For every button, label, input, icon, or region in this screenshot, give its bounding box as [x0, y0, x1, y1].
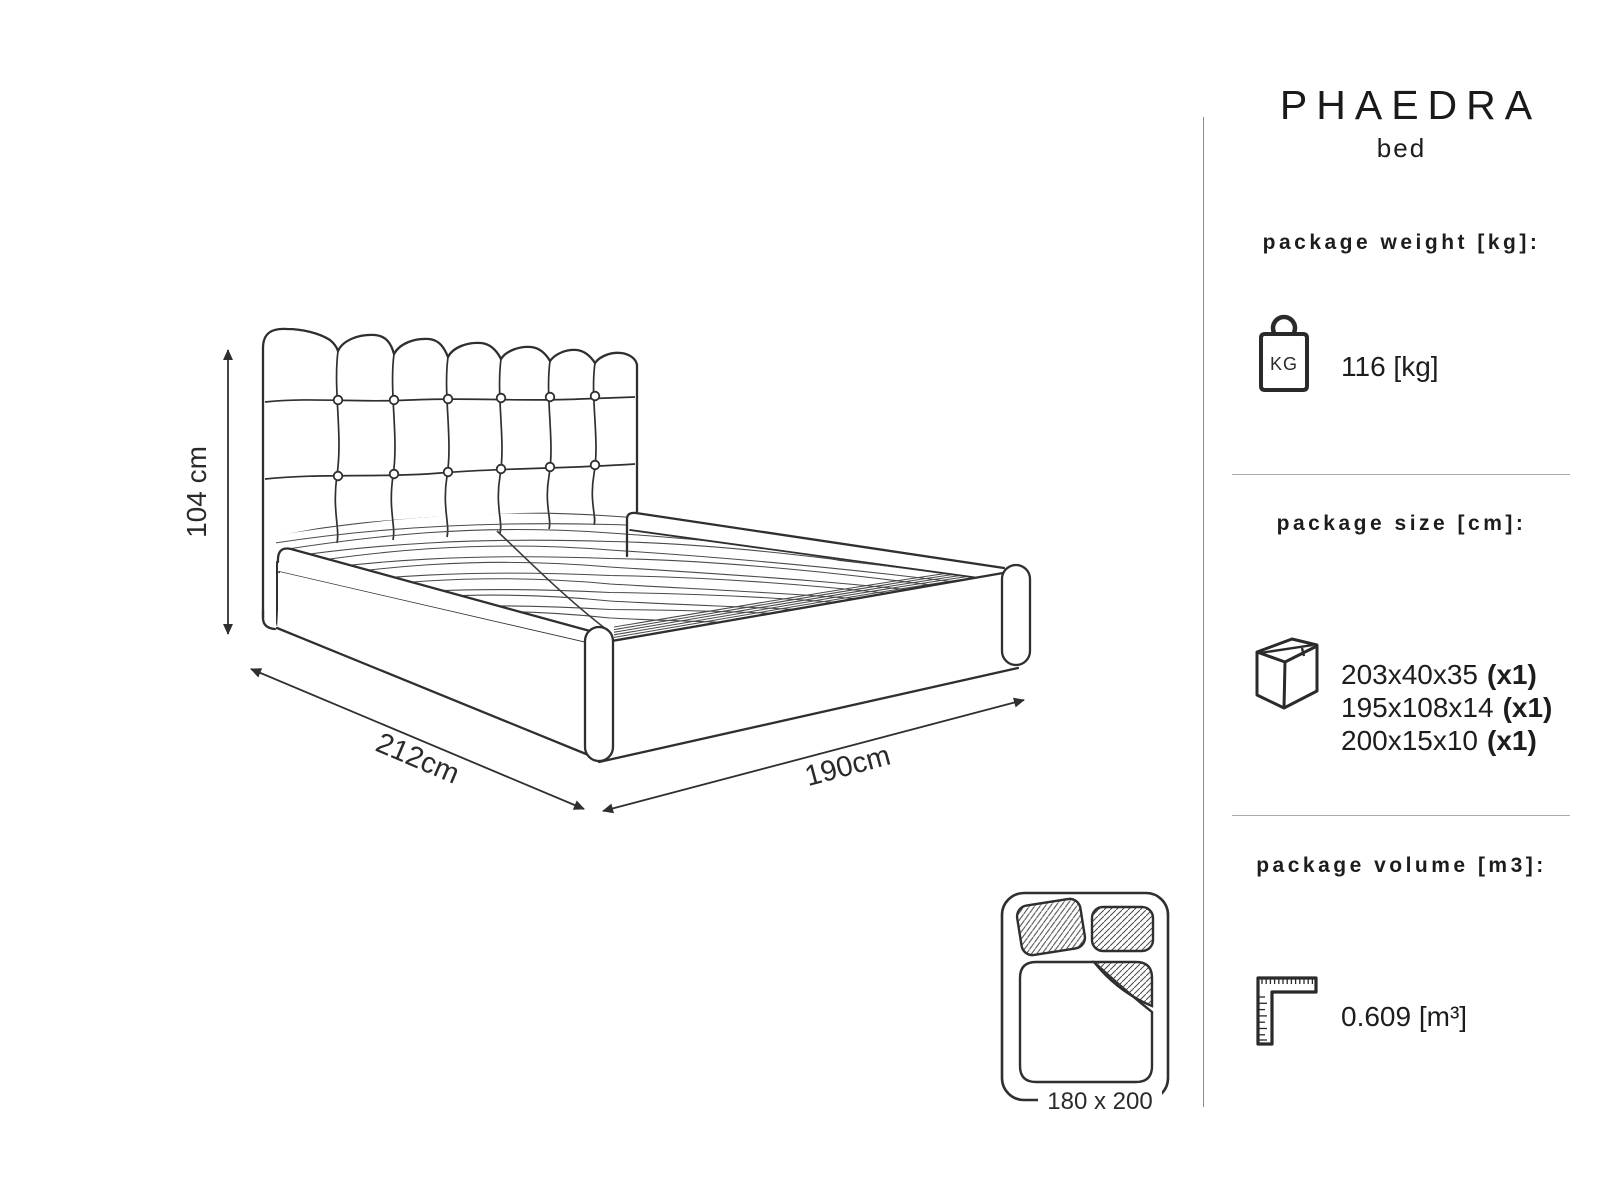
size-dims: 195x108x14: [1341, 692, 1494, 723]
product-type: bed: [1376, 133, 1427, 163]
size-dims: 200x15x10: [1341, 725, 1479, 756]
bed-perspective-drawing: [180, 270, 1070, 850]
section-divider-2: [1232, 815, 1570, 816]
kg-badge-label: KG: [1269, 354, 1299, 374]
length-dimension-label: 212cm: [371, 726, 464, 791]
vertical-divider: [1203, 117, 1204, 1107]
weight-value: 116 [kg]: [1341, 351, 1439, 382]
size-count: (x1): [1487, 725, 1537, 756]
section-divider-1: [1232, 474, 1570, 475]
size-count: (x1): [1487, 659, 1537, 690]
product-title: PHAEDRA: [1279, 82, 1542, 128]
package-size-item: [1341, 658, 1552, 691]
volume-section-header: package volume [m3]:: [1256, 854, 1547, 877]
kg-weight-icon: [1253, 312, 1315, 396]
box-icon: [1240, 625, 1334, 719]
size-count: (x1): [1502, 692, 1553, 723]
size-section-header: package size [cm]:: [1276, 512, 1527, 535]
corner-post-right: [1002, 565, 1030, 665]
weight-section-header: package weight [kg]:: [1262, 231, 1541, 254]
height-dimension-label: 104 cm: [181, 446, 212, 538]
pillow-left-icon: [1015, 897, 1086, 956]
bed-top-view-icon: [990, 880, 1190, 1130]
package-size-item: [1341, 724, 1552, 757]
width-dimension-label: 190cm: [801, 739, 894, 794]
size-dims: 203x40x35: [1341, 659, 1479, 690]
volume-value: 0.609 [m³]: [1341, 1001, 1468, 1032]
mattress-size-label: 180 x 200: [1047, 1088, 1153, 1115]
package-size-item: [1341, 691, 1552, 724]
ruler-icon: [1255, 975, 1319, 1047]
corner-post-front: [585, 627, 613, 761]
pillow-right-icon: [1092, 907, 1153, 951]
package-size-list: [1341, 658, 1552, 757]
base-foot-face: [599, 573, 1018, 762]
